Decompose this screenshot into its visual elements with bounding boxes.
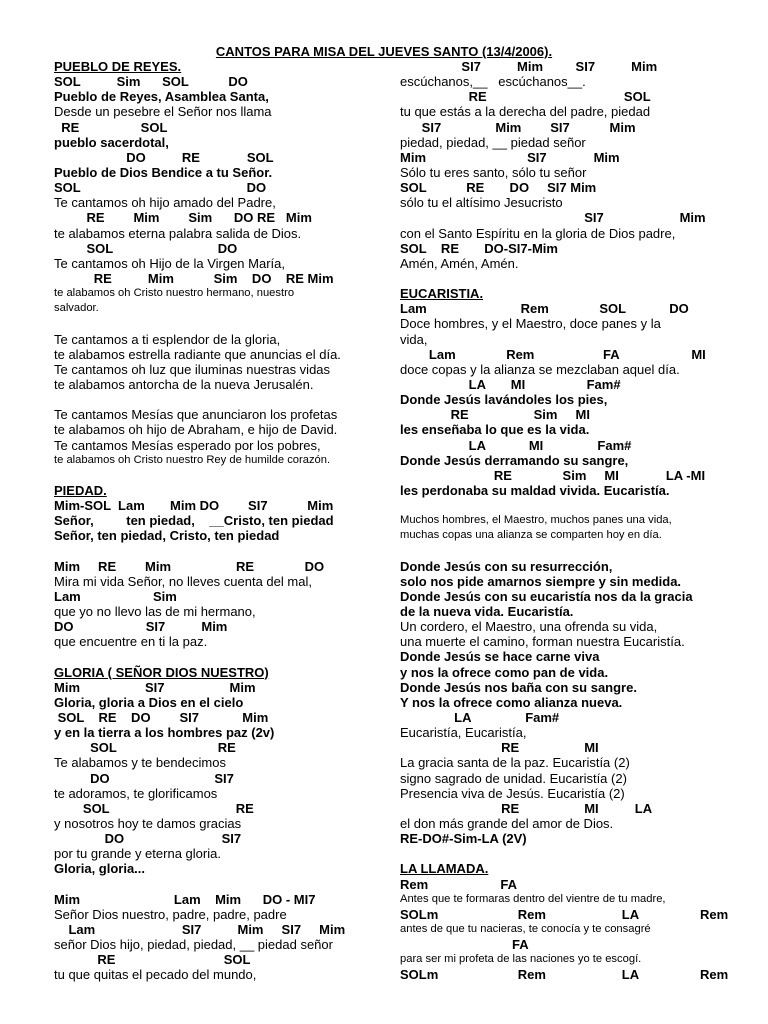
chord-line: SI7 Mim SI7 Mim — [400, 119, 636, 135]
blank-line — [400, 544, 722, 559]
page-title: CANTOS PARA MISA DEL JUEVES SANTO (13/4/2006). — [215, 44, 553, 59]
lyric-line: Amén, Amén, Amén. — [400, 255, 519, 271]
lyric-line-bold: les perdonaba su maldad vivida. Eucaristía. — [400, 482, 670, 498]
lyric-line: señor Dios hijo, piedad, piedad, __ piedad señor — [54, 937, 333, 953]
lyric-line-bold: Gloria, gloria... — [54, 861, 146, 877]
chord-line: Mim-SOL Lam Mim DO SI7 Mim — [54, 498, 334, 514]
blank-line — [54, 392, 376, 407]
lyric-line-bold: Donde Jesús con su eucaristía nos da la gracia — [400, 588, 693, 604]
chord-line: RE Sim MI — [400, 407, 590, 423]
lyric-line-bold: Pueblo de Dios Bendice a tu Señor. — [54, 164, 273, 180]
chord-line: SI7 Mim — [400, 210, 706, 226]
chord-line: Lam Rem SOL DO — [400, 301, 689, 317]
lyric-line: Te cantamos oh hijo amado del Padre, — [54, 195, 276, 211]
lyric-line-bold: Donde Jesús derramando su sangre, — [400, 452, 629, 468]
lyric-line: sólo tu el altísimo Jesucristo — [400, 195, 563, 211]
lyric-line: el don más grande del amor de Dios. — [400, 816, 614, 832]
lyric-line-bold: Y nos la ofrece como alianza nueva. — [400, 694, 623, 710]
lyric-line: y nosotros hoy te damos gracias — [54, 816, 242, 832]
lyric-line: tu que quitas el pecado del mundo, — [54, 967, 257, 983]
lyric-line: te alabamos eterna palabra salida de Dios. — [54, 225, 302, 241]
lyric-line: La gracia santa de la paz. Eucaristía (2) — [400, 755, 630, 771]
chord-line: Rem FA — [400, 876, 518, 892]
chord-line: DO SI7 Mim — [54, 619, 228, 635]
chord-line: Lam Sim — [54, 588, 177, 604]
lyric-line-bold: Gloria, gloria a Dios en el cielo — [54, 694, 244, 710]
blank-line — [54, 649, 376, 664]
song-title: PIEDAD. — [54, 482, 107, 498]
lyric-line: con el Santo Espíritu en la gloria de Dios padre, — [400, 225, 676, 241]
lyric-line: piedad, piedad, __ piedad señor — [400, 134, 586, 150]
blank-line — [54, 468, 376, 483]
chord-line: RE Mim Sim DO RE Mim — [54, 210, 312, 226]
lyric-line-small: Muchos hombres, el Maestro, muchos panes una vida, — [400, 514, 672, 527]
lyric-line-bold: Señor, ten piedad, __Cristo, ten piedad — [54, 513, 334, 529]
lyric-line: tu que estás a la derecha del padre, piedad — [400, 104, 651, 120]
lyric-line-bold: Donde Jesús se hace carne viva — [400, 649, 600, 665]
blank-line — [54, 316, 376, 331]
song-title: GLORIA ( SEÑOR DIOS NUESTRO) — [54, 664, 269, 680]
lyric-line: Presencia viva de Jesús. Eucaristía (2) — [400, 785, 625, 801]
chord-line: SOL RE DO SI7 Mim — [54, 710, 269, 726]
lyric-line: te alabamos antorcha de la nueva Jerusalén. — [54, 376, 314, 392]
chord-line: DO SI7 — [54, 831, 242, 847]
song-title: LA LLAMADA. — [400, 861, 489, 877]
lyric-line: Te cantamos oh Hijo de la Virgen María, — [54, 255, 285, 271]
lyric-line: Mira mi vida Señor, no lleves cuenta del mal, — [54, 573, 312, 589]
chord-line: SOLm Rem LA Rem — [400, 967, 729, 983]
lyric-line-small: salvador. — [54, 302, 99, 315]
chord-line: RE Sim MI LA -MI — [400, 467, 706, 483]
lyric-line-bold: Donde Jesús con su resurrección, — [400, 558, 613, 574]
chord-line: Mim SI7 Mim — [54, 679, 256, 695]
chord-line: Mim SI7 Mim — [400, 149, 620, 165]
blank-line — [54, 544, 376, 559]
lyric-line: por tu grande y eterna gloria. — [54, 846, 221, 862]
lyric-line: Desde un pesebre el Señor nos llama — [54, 104, 272, 120]
lyric-line: vida, — [400, 331, 428, 347]
lyric-line: que yo no llevo las de mi hermano, — [54, 604, 256, 620]
chord-line: FA — [400, 937, 529, 953]
left-column — [54, 59, 376, 983]
lyric-line: Te cantamos a ti esplendor de la gloria, — [54, 331, 281, 347]
lyric-line-bold: y en la tierra a los hombres paz (2v) — [54, 725, 275, 741]
lyric-line: Señor Dios nuestro, padre, padre, padre — [54, 906, 287, 922]
chord-line: SOL DO — [54, 240, 238, 256]
lyric-line: Te alabamos y te bendecimos — [54, 755, 226, 771]
chord-line: RE MI LA — [400, 800, 653, 816]
lyric-line: signo sagrado de unidad. Eucaristía (2) — [400, 770, 627, 786]
lyric-line: Te cantamos Mesías que anunciaron los profetas — [54, 407, 338, 423]
chord-line: RE SOL — [54, 952, 251, 968]
chord-line: Mim Lam Mim DO - MI7 — [54, 891, 316, 907]
chord-line: RE MI — [400, 740, 599, 756]
song-title: EUCARISTIA. — [400, 286, 484, 302]
chord-line: RE SOL — [400, 89, 651, 105]
chord-line: Lam Rem FA MI — [400, 346, 706, 362]
lyric-line-small: antes de que tu nacieras, te conocía y te consagré — [400, 923, 651, 936]
song-title: PUEBLO DE REYES. — [54, 59, 182, 74]
lyric-line-bold: Pueblo de Reyes, Asamblea Santa, — [54, 89, 269, 105]
chord-line: SOL Sim SOL DO — [54, 74, 248, 90]
lyric-line: Te cantamos oh luz que iluminas nuestras vidas — [54, 361, 331, 377]
lyric-line-bold: pueblo sacerdotal, — [54, 134, 169, 150]
blank-line — [400, 271, 722, 286]
chord-line: Mim RE Mim RE DO — [54, 558, 325, 574]
blank-line — [54, 877, 376, 892]
lyric-line-bold: de la nueva vida. Eucaristía. — [400, 604, 574, 620]
lyric-line-bold: solo nos pide amarnos siempre y sin medida. — [400, 573, 682, 589]
lyric-line-small: Antes que te formaras dentro del vientre de tu madre, — [400, 892, 666, 905]
blank-line — [400, 846, 722, 861]
lyric-line: una muerte el camino, forman nuestra Eucaristía. — [400, 634, 685, 650]
chord-line: SOL RE — [54, 740, 236, 756]
lyric-line: Eucaristía, Eucaristía, — [400, 725, 527, 741]
lyric-line: Te cantamos Mesías esperado por los pobres, — [54, 437, 321, 453]
lyric-line: doce copas y la alianza se mezclaban aquel día. — [400, 361, 680, 377]
lyric-line: te adoramos, te glorificamos — [54, 785, 218, 801]
chord-line: SOL RE DO SI7 Mim — [400, 180, 597, 196]
lyric-line-small: para ser mi profeta de las naciones yo te escogí. — [400, 953, 642, 966]
lyric-line: escúchanos,__ escúchanos__. — [400, 74, 586, 90]
chord-line: DO SI7 — [54, 770, 234, 786]
chord-line: SI7 Mim SI7 Mim — [400, 59, 658, 74]
chord-line: LA Fam# — [400, 710, 560, 726]
lyric-line-small: te alabamos oh Cristo nuestro hermano, nuestro — [54, 287, 295, 300]
lyric-line-bold: Donde Jesús lavándoles los pies, — [400, 392, 608, 408]
lyric-line: que encuentre en ti la paz. — [54, 634, 208, 650]
chord-line: SOL DO — [54, 180, 267, 196]
chord-line: SOLm Rem LA Rem — [400, 906, 729, 922]
lyric-line-bold: Donde Jesús nos baña con su sangre. — [400, 679, 637, 695]
chord-line: RE SOL — [54, 119, 168, 135]
chord-line: SOL RE — [54, 800, 254, 816]
lyric-line-bold: Señor, ten piedad, Cristo, ten piedad — [54, 528, 280, 544]
chord-line: SOL RE DO-SI7-Mim — [400, 240, 558, 256]
lyric-line-bold: y nos la ofrece como pan de vida. — [400, 664, 609, 680]
lyric-line: Sólo tu eres santo, sólo tu señor — [400, 164, 587, 180]
right-column — [400, 59, 729, 983]
chord-line: DO RE SOL — [54, 149, 274, 165]
lyric-line: Doce hombres, y el Maestro, doce panes y la — [400, 316, 661, 332]
lyric-line-small: muchas copas una alianza se comparten hoy en día. — [400, 529, 662, 542]
blank-line — [400, 498, 722, 513]
lyric-line: te alabamos oh hijo de Abraham, e hijo de David. — [54, 422, 338, 438]
lyric-line-small: te alabamos oh Cristo nuestro Rey de humilde corazón. — [54, 453, 331, 466]
lyric-line: Un cordero, el Maestro, una ofrenda su vida, — [400, 619, 658, 635]
chord-line: RE-DO#-Sim-LA (2V) — [400, 831, 527, 847]
chord-line: Lam SI7 Mim SI7 Mim — [54, 922, 346, 938]
chord-line: LA MI Fam# — [400, 376, 621, 392]
chord-line: LA MI Fam# — [400, 437, 632, 453]
lyric-line: te alabamos estrella radiante que anuncias el día. — [54, 346, 341, 362]
chord-line: RE Mim Sim DO RE Mim — [54, 270, 334, 286]
lyric-line-bold: les enseñaba lo que es la vida. — [400, 422, 590, 438]
